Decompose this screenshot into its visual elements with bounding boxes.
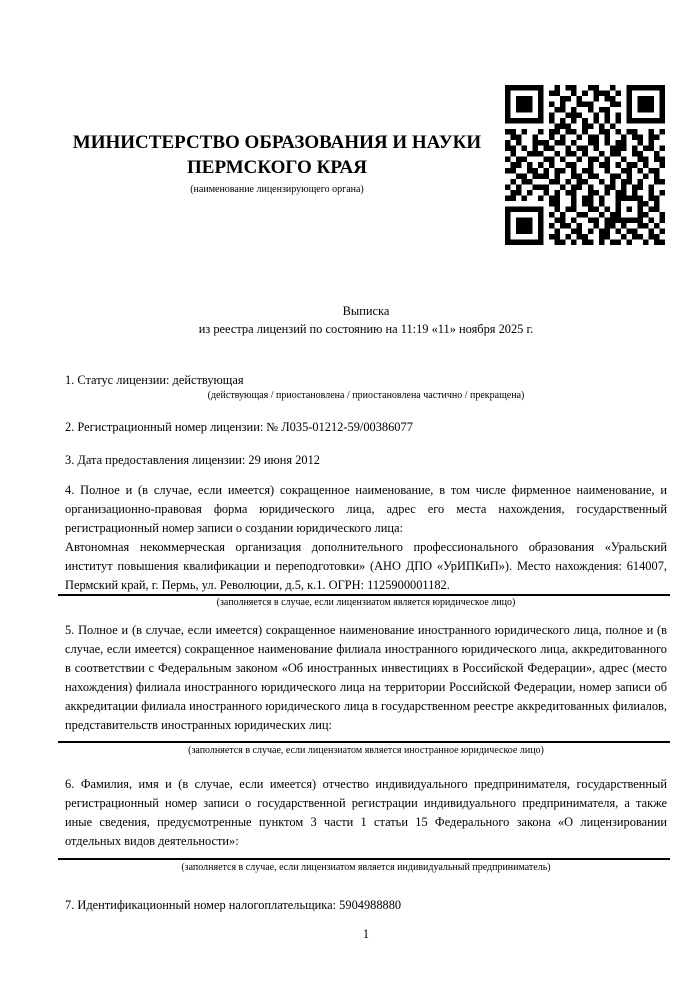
- foreign-entity-caption: (заполняется в случае, если лицензиатом является иностранное юридическое лицо): [188, 745, 544, 756]
- document-title: [65, 302, 667, 338]
- title-line2: из реестра лицензий по состоянию на 11:19 «11» ноября 2025 г.: [198, 322, 534, 336]
- legal-entity-question: 4. Полное и (в случае, если имеется) сокращенное наименование, в том числе фирменное наименование, и организационно-правовая форма юридического лица, адрес его места нахождения, государственный регистрационный номер записи о создании юридического лица:: [65, 483, 667, 535]
- registration-number: 2. Регистрационный номер лицензии: № Л035-01212-59/00386077: [65, 420, 413, 434]
- taxpayer-id: 7. Идентификационный номер налогоплательщика: 5904988880: [65, 898, 402, 912]
- legal-entity-fill-line: [58, 594, 670, 596]
- license-grant-date: 3. Дата предоставления лицензии: 29 июня 2012: [65, 453, 321, 467]
- page-number: 1: [362, 927, 370, 941]
- ministry-name-line2: ПЕРМСКОГО КРАЯ: [187, 157, 367, 178]
- individual-entrepreneur-section: 6. Фамилия, имя и (в случае, если имеется) отчество индивидуального предпринимателя, государственный регистрационный номер записи о государственной регистрации индивидуального предпринимателя, а также иные сведения, предусмотренные пунктом 3 части 1 статьи 15 Федерального закона «О лицензировании отдельных видов деятельности»:: [65, 777, 667, 848]
- qr-code: [505, 85, 665, 245]
- licensing-authority-name: [65, 130, 489, 180]
- title-line1: Выписка: [342, 304, 390, 318]
- legal-entity-section: [65, 481, 667, 595]
- legal-entity-caption: (заполняется в случае, если лицензиатом является юридическое лицо): [216, 597, 516, 608]
- individual-entrepreneur-caption: (заполняется в случае, если лицензиатом является индивидуальный предприниматель): [181, 862, 551, 873]
- license-status: 1. Статус лицензии: действующая: [65, 373, 244, 387]
- foreign-entity-fill-line: [58, 741, 670, 743]
- individual-entrepreneur-fill-line: [58, 858, 670, 860]
- license-status-caption: (действующая / приостановлена / приостановлена частично / прекращена): [207, 390, 525, 401]
- ministry-name-line1: МИНИСТЕРСТВО ОБРАЗОВАНИЯ И НАУКИ: [72, 132, 482, 153]
- foreign-entity-section: 5. Полное и (в случае, если имеется) сокращенное наименование иностранного юридического лица, полное и (в случае, если имеется) сокращенное наименование филиала иностранного юридического лица, аккредитованного в соответствии с Федеральным законом «Об иностранных инвестициях в Российской Федерации», адрес (место нахождения) филиала иностранного юридического лица на территории Российской Федерации, номер записи об аккредитации филиала иностранного юридического лица в государственном реестре аккредитованных филиалов, представительств иностранных юридических лиц:: [65, 623, 667, 732]
- licensing-authority-caption: (наименование лицензирующего органа): [190, 184, 364, 195]
- legal-entity-answer: Автономная некоммерческая организация дополнительного профессионального образования «Уральский институт повышения квалификации и переподготовки» (АНО ДПО «УрИПКиП»). Место нахождения: 614007, Пермский край, г. Пермь, ул. Революции, д.5, к.1. ОГРН: 1125900001182.: [65, 540, 667, 592]
- qr-code-image: [505, 85, 665, 245]
